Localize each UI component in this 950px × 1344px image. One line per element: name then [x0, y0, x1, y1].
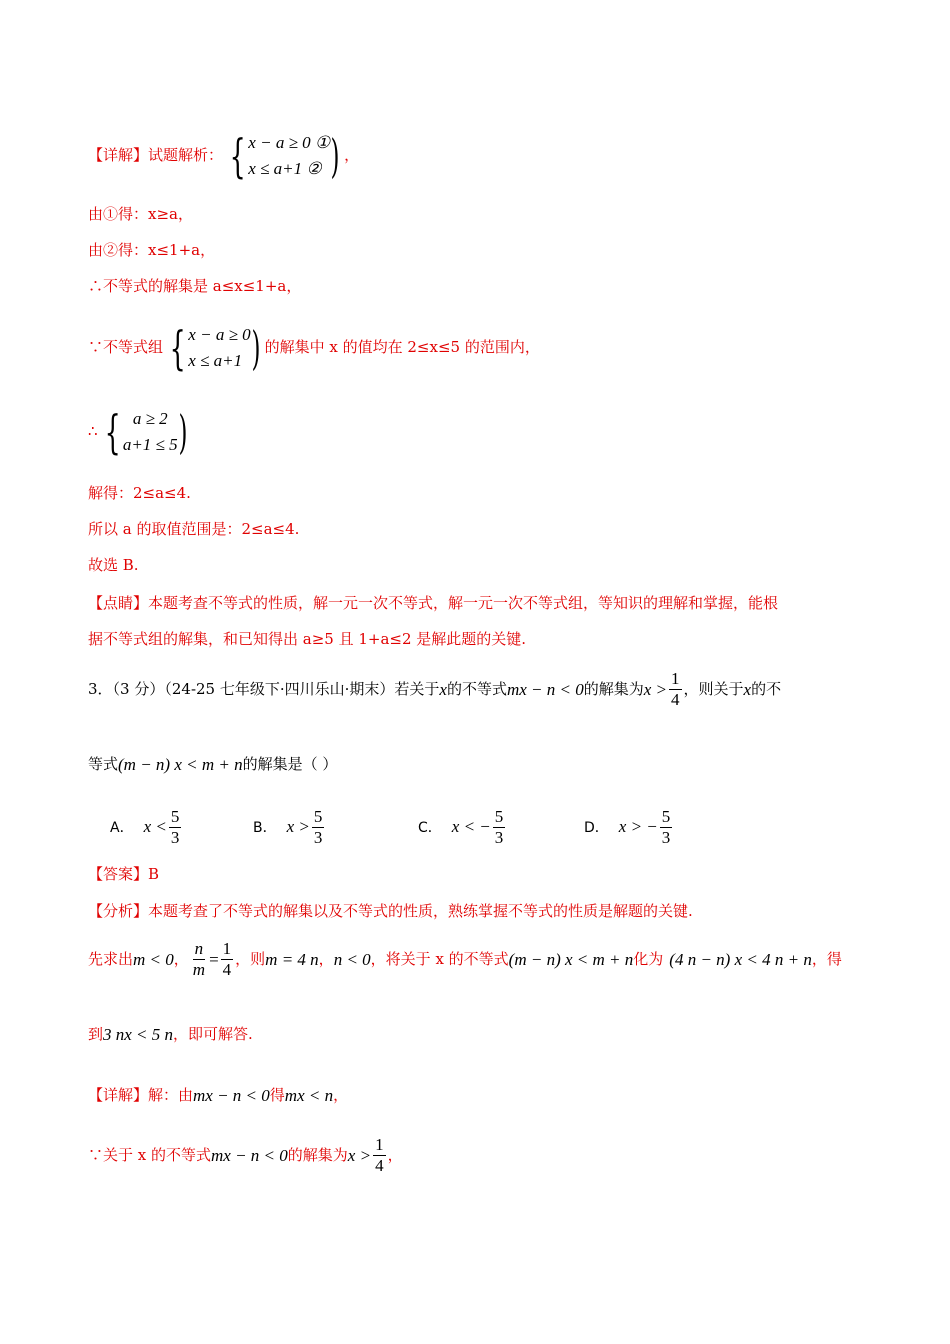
analysis-detail-line-1: [88, 940, 842, 979]
q3-head: 3．（3 分）（24-25 七年级下·四川乐山·期末）若关于: [88, 679, 440, 698]
math-seg: n < 0: [333, 949, 371, 969]
text-seg: 【详解】解：由: [88, 1086, 194, 1104]
detail-suffix: ，: [344, 146, 360, 164]
detail-solution-line-1: [88, 1087, 348, 1104]
fraction-den: 4: [375, 1155, 384, 1175]
text-seg: ，: [387, 1145, 403, 1164]
answer-line: 【答案】B: [88, 865, 160, 883]
math-seg: 3 nx < 5 n: [103, 1025, 174, 1044]
line-4-prefix: ∵不等式组: [88, 338, 164, 356]
math-seg: m < 0: [133, 949, 174, 969]
question-3-line-1: [88, 670, 781, 709]
remark-line-1: 【点睛】本题考查不等式的性质，解一元一次不等式，解一元一次不等式组，等知识的理解和掌握，能根: [88, 594, 779, 612]
question-3-line-2: [88, 756, 337, 773]
q3-var-x2: x: [743, 679, 752, 699]
fraction-num: n: [194, 939, 204, 958]
option-fraction: [660, 808, 673, 847]
fraction-den: 4: [222, 959, 232, 979]
text-seg: 到: [88, 1025, 104, 1043]
detail-prefix: 【详解】试题解析：: [88, 146, 224, 164]
text-seg: 先求出: [88, 949, 134, 968]
text-seg: ，即可解答.: [173, 1025, 253, 1043]
inequality-system: [223, 130, 344, 181]
system-row-2: x ≤ a+1: [188, 350, 243, 370]
fraction-num: 5: [661, 807, 671, 826]
text-seg: ，将关于 x 的不等式: [370, 949, 509, 968]
option-fraction: [312, 808, 325, 847]
system-rows: [188, 322, 250, 373]
fraction-num: 5: [313, 807, 323, 826]
line-4-suffix: 的解集中 x 的值均在 2≤x≤5 的范围内，: [264, 338, 540, 356]
fraction-one-quarter: [373, 1136, 386, 1175]
option-expr: x <: [143, 817, 167, 837]
system-row-2: x ≤ a+1 ②: [248, 158, 322, 178]
detail-system-line: [88, 130, 359, 181]
line-5: [88, 406, 192, 457]
text-seg: ，: [173, 949, 189, 968]
line-5-prefix: ∴: [88, 422, 98, 440]
text-seg: 得: [269, 1086, 285, 1104]
q3-fraction: [669, 670, 682, 709]
option-d[interactable]: [584, 808, 674, 847]
q3-line2-math: (m − n) x < m + n: [118, 755, 243, 774]
left-brace: {: [169, 320, 186, 375]
option-label: D．: [584, 820, 609, 837]
detail-solution-line-2: [88, 1136, 403, 1175]
fraction-den: 3: [170, 827, 180, 847]
math-seg: mx − n < 0: [193, 1086, 270, 1105]
fraction-den: 3: [494, 827, 504, 847]
fraction-n-over-m: [191, 940, 207, 979]
fraction-num: 5: [494, 807, 504, 826]
option-fraction: [493, 808, 506, 847]
math-seg: x >: [347, 1145, 372, 1165]
math-seg: (4 n − n) x < 4 n + n: [669, 949, 812, 969]
line-6: 解得：2≤a≤4.: [88, 484, 191, 502]
system-rows: [248, 130, 330, 181]
inequality-system-3: [98, 406, 192, 457]
option-expr: x > −: [618, 817, 658, 837]
math-seg: =: [209, 949, 219, 969]
option-label: A．: [110, 820, 134, 837]
line-7: 所以 a 的取值范围是：2≤a≤4.: [88, 520, 300, 538]
system-row-1: a ≥ 2: [132, 409, 168, 428]
option-label: B．: [253, 820, 277, 837]
fraction-den: 4: [671, 689, 680, 709]
option-label: C．: [418, 820, 442, 837]
math-seg: m = 4 n: [265, 949, 319, 969]
system-row-2: a+1 ≤ 5: [122, 434, 178, 454]
text-seg: ∵关于 x 的不等式: [88, 1145, 211, 1164]
q3-ineq1: mx − n < 0: [506, 679, 584, 699]
fraction-num: 5: [170, 807, 180, 826]
fraction-den: 3: [313, 827, 323, 847]
line-2: 由②得：x≤1+a，: [88, 241, 216, 259]
q3-line2-b: 的解集是（ ）: [242, 755, 338, 773]
line-4: [88, 322, 540, 373]
text-seg: ，: [318, 949, 334, 968]
q3-tail: 的不: [751, 679, 782, 698]
right-paren: ): [330, 128, 340, 183]
text-seg: ，: [333, 1086, 349, 1104]
q3-x-gt: x >: [643, 679, 668, 699]
fraction-num: 1: [222, 939, 232, 958]
line-8: 故选 B.: [88, 556, 139, 574]
fraction-den: m: [192, 959, 206, 979]
fraction-den: 3: [661, 827, 671, 847]
text-seg: ，则: [235, 949, 266, 968]
remark-line-2: 据不等式组的解集，和已知得出 a≥5 且 1+a≤2 是解此题的关键.: [88, 630, 527, 648]
system-row-1: x − a ≥ 0 ①: [248, 133, 331, 152]
text-seg: 的解集为: [287, 1145, 348, 1164]
option-fraction: [169, 808, 182, 847]
analysis-detail-line-2: [88, 1026, 253, 1043]
q3-mid3: ，则关于: [683, 679, 744, 698]
line-1: 由①得：x≥a，: [88, 205, 193, 223]
q3-line2-a: 等式: [88, 755, 119, 773]
q3-var-x: x: [439, 679, 447, 699]
text-seg: 化为: [633, 949, 664, 968]
fraction-one-quarter: [221, 940, 234, 979]
option-b[interactable]: [253, 808, 326, 847]
analysis-line: 【分析】本题考查了不等式的解集以及不等式的性质，熟练掌握不等式的性质是解题的关键.: [88, 902, 693, 920]
option-a[interactable]: [110, 808, 183, 847]
right-paren: ): [251, 320, 261, 375]
q3-mid1: 的不等式: [446, 679, 507, 698]
q3-mid2: 的解集为: [583, 679, 644, 698]
left-brace: {: [229, 128, 246, 183]
option-expr: x < −: [451, 817, 491, 837]
math-seg: mx < n: [284, 1086, 334, 1105]
math-seg: (m − n) x < m + n: [508, 949, 634, 969]
line-3: ∴不等式的解集是 a≤x≤1+a，: [88, 277, 302, 295]
inequality-system-2: [163, 322, 265, 373]
right-paren: ): [178, 404, 188, 459]
system-row-1: x − a ≥ 0: [188, 325, 251, 344]
left-brace: {: [104, 404, 121, 459]
text-seg: ，得: [811, 949, 842, 968]
math-seg: mx − n < 0: [211, 1145, 288, 1165]
option-expr: x >: [286, 817, 310, 837]
option-c[interactable]: [418, 808, 507, 847]
system-rows: [123, 406, 178, 457]
fraction-num: 1: [375, 1135, 384, 1154]
fraction-num: 1: [671, 669, 680, 688]
